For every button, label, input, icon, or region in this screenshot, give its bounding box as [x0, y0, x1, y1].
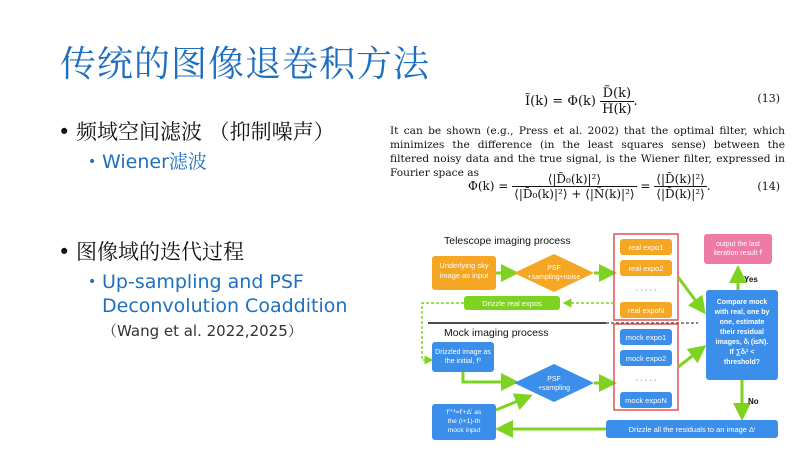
wiener-paragraph: It can be shown (e.g., Press et al. 2002) that the optimal filter, which minimizes the difference (in the least squares sense) between the filtered noisy data and the true signal, is the Wiener filter, expressed in Fourier space as — [390, 125, 785, 179]
eq14-denominator-2: ⟨|D̃(k)|²⟩ — [656, 187, 705, 201]
eq14-fraction-1 — [512, 172, 636, 201]
drizzled-initial-label: Drizzled image as the initial, f⁰ — [435, 349, 491, 365]
eq13-fraction — [600, 86, 633, 117]
output-box — [704, 234, 772, 264]
drizzle-residuals-label: Drizzle all the residuals to an image Δⁱ — [628, 425, 756, 434]
iterate-label: fⁱ⁺¹=fⁱ+Δⁱ as the (i+1)-th mock input — [446, 409, 482, 434]
compare-label: Compare mock with real, one by one, estimate their residual images, δᵢ (i≤N). If ∑δᵢ² < threshold? — [714, 299, 770, 366]
bullet-frequency-filter: • 频域空间滤波 （抑制噪声） — [58, 118, 358, 146]
eq14-numerator-1: ⟨|D̃₀(k)|²⟩ — [512, 172, 636, 187]
psf-noise-label: PSF +sampling+noise — [527, 265, 581, 281]
drizzled-initial-box — [432, 342, 494, 372]
mock-expo-label-4: mock expoN — [625, 396, 667, 405]
eq14-left: Φ(k) = — [468, 179, 509, 193]
drizzle-real-label: Drizzle real expos — [482, 299, 542, 308]
mock-expo-label-2: mock expo2 — [625, 354, 667, 363]
eq14-denominator-1: ⟨|D̃₀(k)|²⟩ + ⟨|Ñ(k)|²⟩ — [514, 187, 635, 201]
real-expo-label-2: real expo2 — [628, 264, 664, 273]
equation-14: Φ(k) = $\frac{\text{⟨|D̃₀(k)|²⟩}}{\text{⟨|D̃₀(k)|²⟩ + ⟨|Ñ(k)|²⟩}}$ = $\frac{\text{⟨|D̃(k)|²⟩}}{\text{⟨|D̃(k)|²⟩}}$ . — [468, 172, 711, 201]
eq13-left: Ĩ(k) = Φ(k) — [525, 94, 596, 109]
upsampling-reference: （Wang et al. 2022,2025） — [102, 322, 303, 340]
real-expo-label-1: real expo1 — [628, 243, 664, 252]
real-expo-label-3: · · · · · — [635, 285, 657, 294]
underlying-sky-label: Underlying sky image as input — [439, 261, 489, 280]
real-expo-label-4: real expoN — [627, 306, 665, 315]
eq13-number: (13) — [757, 92, 780, 105]
mock-expo-list — [620, 329, 672, 408]
equation-13: Ĩ(k) = Φ(k) $\frac{D̃(k)}{H̃(k)}$ . — [525, 86, 638, 117]
mock-title: Mock imaging process — [444, 327, 549, 339]
psf-noise-diamond — [514, 254, 594, 292]
output-label: output the last iteration result fⁱ — [713, 241, 763, 257]
mock-expo-label-1: mock expo1 — [625, 333, 667, 342]
mock-expo-label-3: · · · · · — [635, 375, 657, 384]
bullet-wiener: • Wiener滤波 — [58, 150, 358, 174]
no-label: No — [748, 397, 759, 406]
telescope-title: Telescope imaging process — [444, 235, 571, 247]
slide-title: 传统的图像退卷积方法 — [60, 44, 431, 85]
psf-sampling-label: PSF +sampling — [537, 376, 571, 392]
bullet-upsampling — [58, 270, 358, 343]
eq14-number: (14) — [757, 180, 780, 193]
bullet-iterative: • 图像域的迭代过程 — [58, 238, 358, 266]
eq13-numerator: D̃(k) — [600, 86, 633, 102]
eq13-denominator: H̃(k) — [602, 102, 632, 117]
bullet-list — [58, 118, 358, 343]
eq14-equals: = — [640, 179, 651, 193]
yes-label: Yes — [744, 275, 758, 284]
real-expo-list — [620, 239, 672, 318]
eq14-fraction-2 — [654, 172, 707, 201]
flowchart — [420, 232, 792, 444]
eq14-numerator-2: ⟨|D̃(k)|²⟩ — [656, 172, 705, 186]
upsampling-text: Up-sampling and PSF Deconvolution Coaddition — [102, 271, 348, 317]
